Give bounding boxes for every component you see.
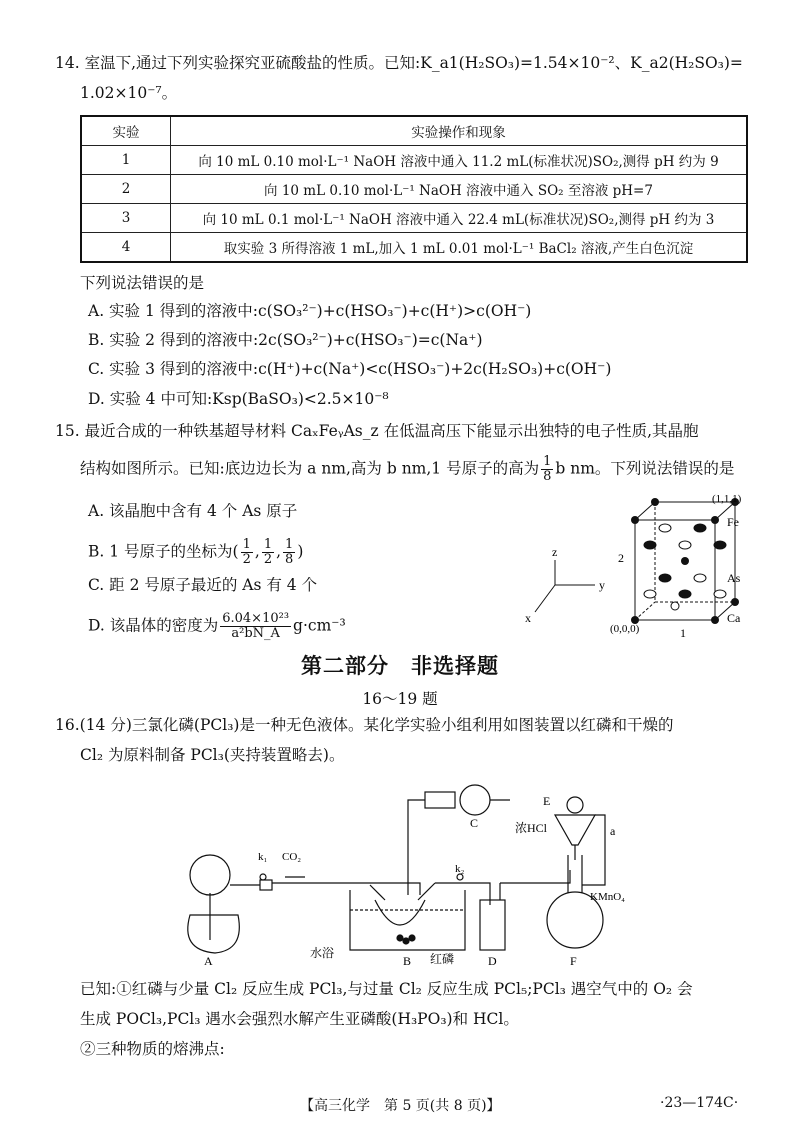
label-kmno4: KMnO₄ — [590, 891, 626, 903]
q15-option-c: C. 距 2 号原子最近的 As 有 4 个 — [88, 576, 318, 594]
q14-line2: 1.02×10⁻⁷。 — [80, 84, 178, 102]
label-tube-a: a — [610, 824, 616, 838]
label-000: (0,0,0) — [610, 623, 640, 635]
q16-known3: ②三种物质的熔沸点: — [80, 1040, 225, 1058]
apparatus-diagram — [160, 775, 650, 975]
axis-z-label: z — [552, 545, 558, 559]
label-f: F — [570, 954, 577, 968]
tube-b-d — [435, 883, 490, 905]
ca-atoms — [631, 498, 739, 624]
q14-experiment-table — [80, 115, 748, 263]
q14-line1: 14. 室温下,通过下列实验探究亚硫酸盐的性质。已知:K_a1(H₂SO₃)=1.54×10⁻²、K_a2(H₂SO₃)= — [55, 54, 743, 72]
part2-subtitle: 16～19 题 — [362, 690, 438, 708]
tube-d-f — [500, 870, 570, 883]
label-111: (1,1,1) — [712, 493, 742, 505]
label-fe: Fe — [727, 515, 739, 529]
density-fraction: $\frac{\text{6.04×10²³}}{\text{a²bN\_A}}$ — [222, 611, 290, 641]
table-cell-n: 1 — [81, 146, 171, 175]
label-c: C — [470, 816, 479, 830]
table-cell-text: 向 10 mL 0.1 mol·L⁻¹ NaOH 溶液中通入 22.4 mL(标准状况)SO₂,测得 pH 约为 3 — [171, 204, 748, 233]
table-cell-text: 向 10 mL 0.10 mol·L⁻¹ NaOH 溶液中通入 SO₂ 至溶液 pH=7 — [171, 175, 748, 204]
label-ca: Ca — [727, 611, 741, 625]
label-1: 1 — [680, 626, 686, 640]
footer-code: ·23—174C· — [660, 1095, 739, 1111]
part2-title: 第二部分 非选择题 — [301, 654, 499, 678]
label-red-phosphorus: 红磷 — [430, 952, 455, 966]
label-k2: k₂ — [455, 863, 465, 875]
fraction-1-8: $\frac{1}{8}$ — [543, 454, 552, 484]
q16-line2: Cl₂ 为原料制备 PCl₃(夹持装置略去)。 — [80, 746, 345, 764]
table-row — [81, 146, 747, 175]
label-co2: CO₂ — [282, 851, 302, 863]
table-row — [81, 233, 747, 263]
table-header-experiment: 实验 — [81, 116, 171, 146]
apparatus-f — [547, 797, 605, 948]
label-2: 2 — [618, 551, 624, 565]
tube-a-b — [272, 883, 420, 895]
q14-stem: 下列说法错误的是 — [80, 274, 205, 292]
label-as: As — [727, 571, 741, 585]
table-row — [81, 204, 747, 233]
table-header-operation: 实验操作和现象 — [171, 116, 748, 146]
table-cell-n: 3 — [81, 204, 171, 233]
label-water-bath: 水浴 — [310, 946, 335, 960]
coord-y: $\frac{1}{2}$ — [263, 537, 273, 567]
label-a: A — [204, 954, 213, 968]
q15-line1: 15. 最近合成的一种铁基超导材料 CaₓFeᵧAs_z 在低温高压下能显示出独特的电子性质,其晶胞 — [55, 422, 699, 440]
table-cell-n: 4 — [81, 233, 171, 263]
q16-known1: 已知:①红磷与少量 Cl₂ 反应生成 PCl₃,与过量 Cl₂ 反应生成 PCl₅;PCl₃ 遇空气中的 O₂ 会 — [80, 980, 693, 998]
axis-y-label: y — [599, 578, 605, 592]
apparatus-a — [188, 855, 272, 953]
valve-k1[interactable] — [260, 874, 266, 880]
label-k1: k₁ — [258, 851, 268, 863]
coord-x: $\frac{1}{2}$ — [242, 537, 251, 567]
axes — [535, 560, 595, 612]
q15-option-a: A. 该晶胞中含有 4 个 As 原子 — [88, 502, 298, 520]
q14-option-c: C. 实验 3 得到的溶液中:c(H⁺)+c(Na⁺)<c(HSO₃⁻)+2c(H₂SO₃)+c(OH⁻) — [88, 360, 612, 378]
apparatus-d — [480, 883, 505, 950]
axis-x-label: x — [525, 611, 531, 625]
q15-option-d: D. 该晶体的密度为 $\frac{\text{6.04×10²³}}{\text{a²bN\_A}}$ g·cm⁻³ — [88, 611, 346, 641]
label-e: E — [543, 794, 551, 808]
label-d: D — [488, 954, 497, 968]
label-b: B — [403, 954, 412, 968]
q16-line1: 16.(14 分)三氯化磷(PCl₃)是一种无色液体。某化学实验小组利用如图装置以红磷和干燥的 — [55, 716, 674, 734]
table-cell-n: 2 — [81, 175, 171, 204]
q16-known2: 生成 POCl₃,PCl₃ 遇水会强烈水解产生亚磷酸(H₃PO₃)和 HCl。 — [80, 1010, 519, 1028]
apparatus-b — [350, 810, 465, 950]
apparatus-c — [408, 785, 510, 815]
q14-option-b: B. 实验 2 得到的溶液中:2c(SO₃²⁻)+c(HSO₃⁻)=c(Na⁺) — [88, 331, 483, 349]
label-conc-hcl: 浓HCl — [515, 821, 548, 835]
crystal-cell-figure — [515, 490, 765, 640]
fe-as-atoms — [644, 524, 726, 610]
q14-option-a: A. 实验 1 得到的溶液中:c(SO₃²⁻)+c(HSO₃⁻)+c(H⁺)>c(OH⁻) — [88, 302, 532, 320]
table-cell-text: 向 10 mL 0.10 mol·L⁻¹ NaOH 溶液中通入 11.2 mL(标准状况)SO₂,测得 pH 约为 9 — [171, 146, 748, 175]
table-row — [81, 175, 747, 204]
q15-line2: 结构如图所示。已知:底边边长为 a nm,高为 b nm,1 号原子的高为 $\frac{1}{8}$ b nm。下列说法错误的是 — [80, 454, 735, 484]
table-cell-text: 取实验 3 所得溶液 1 mL,加入 1 mL 0.01 mol·L⁻¹ BaCl₂ 溶液,产生白色沉淀 — [171, 233, 748, 263]
q14-option-d: D. 实验 4 中可知:Ksp(BaSO₃)<2.5×10⁻⁸ — [88, 390, 389, 408]
q15-option-b: B. 1 号原子的坐标为( $\frac{1}{2}$ , $\frac{1}{2}$ , $\frac{1}{8}$ ) — [88, 537, 304, 567]
coord-z: $\frac{1}{8}$ — [285, 537, 294, 567]
footer-page-info: 【高三化学 第 5 页(共 8 页)】 — [300, 1098, 501, 1114]
